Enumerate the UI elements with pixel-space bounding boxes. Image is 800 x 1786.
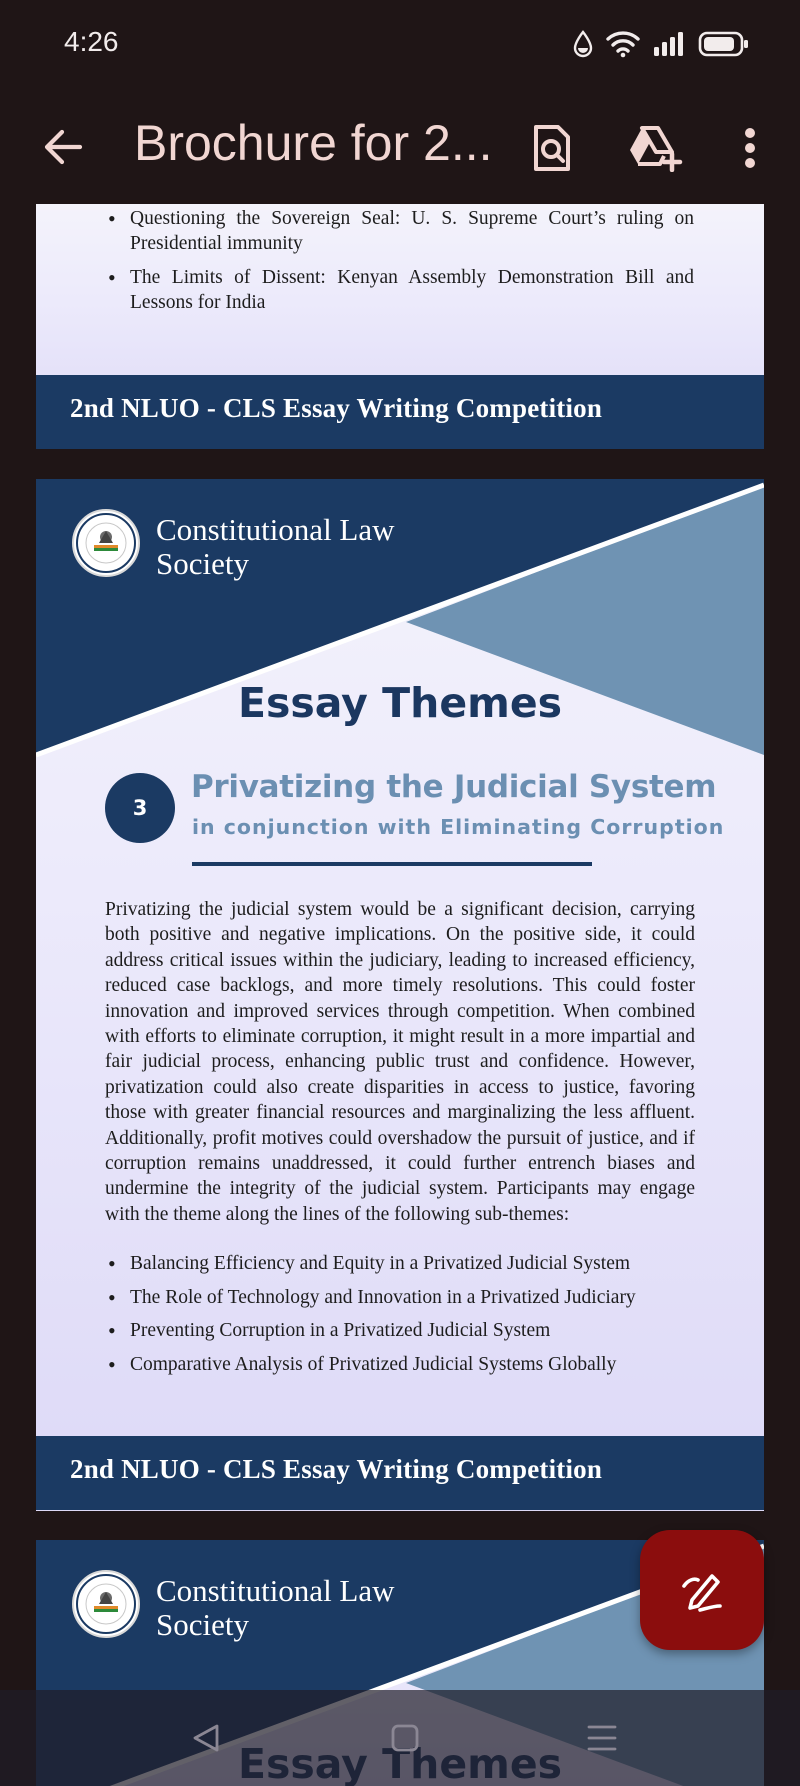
nav-home-icon	[390, 1723, 420, 1753]
more-options-button[interactable]	[720, 118, 780, 178]
status-icons	[572, 30, 750, 63]
system-navigation-bar	[0, 1690, 800, 1786]
page-footer	[36, 1436, 764, 1510]
nav-back-icon	[191, 1723, 221, 1753]
society-name: Constitutional Law Society	[156, 512, 395, 581]
list-item: • The Role of Technology and Innovation in a Privatized Judiciary	[98, 1285, 718, 1310]
theme-title: Privatizing the Judicial System	[191, 769, 717, 805]
footer-text: 2nd NLUO - CLS Essay Writing Competition	[70, 393, 603, 423]
back-arrow-icon	[42, 126, 84, 168]
edit-fab-button[interactable]	[640, 1530, 764, 1650]
nav-home-button[interactable]	[383, 1716, 427, 1760]
edit-pen-icon	[678, 1566, 726, 1614]
add-to-drive-icon	[628, 124, 684, 172]
find-in-document-icon	[530, 123, 574, 173]
nav-recents-button[interactable]	[580, 1716, 624, 1760]
document-title: Brochure for 2...	[134, 115, 493, 171]
water-drop-icon	[572, 30, 594, 63]
theme-description: Privatizing the judicial system would be a significant decision, carrying both positive and negative implications. On the positive side, it could address critical issues within the judiciary, leading to increased efficiency, reduced case backlogs, and more timely resolutions. This could foster innovation and improved services through competition. When combined with efforts to eliminate corruption, it might result in a more impartial and fair judicial process, enhancing public trust and confidence. However, privatization could also create disparities in access to justice, favoring those with greater financial resources and marginalizing the less affluent. Additionally, profit motives could overshadow the pursuit of justice, and if corruption remains unaddressed, it could further entrench biases and undermine the integrity of the judicial system. Participants may engage with the theme along the lines of the following sub-themes:	[105, 899, 695, 1225]
list-item: • Comparative Analysis of Privatized Judicial Systems Globally	[98, 1352, 718, 1377]
nav-back-button[interactable]	[184, 1716, 228, 1760]
signal-icon	[652, 31, 686, 62]
wifi-icon	[606, 30, 640, 63]
more-vert-icon	[743, 126, 757, 170]
sub-themes-list	[98, 206, 694, 315]
nav-recents-icon	[586, 1723, 618, 1753]
page-footer	[36, 375, 764, 449]
battery-icon	[698, 30, 750, 63]
footer-text: 2nd NLUO - CLS Essay Writing Competition	[70, 1454, 603, 1484]
add-to-drive-button[interactable]	[626, 118, 686, 178]
theme-number-badge: 3	[105, 773, 175, 843]
back-button[interactable]	[36, 120, 90, 174]
theme-subtitle: in conjunction with Eliminating Corruption	[192, 815, 725, 839]
status-bar	[0, 0, 800, 90]
essay-themes-heading: Essay Themes	[237, 679, 563, 727]
brochure-page-1	[36, 204, 764, 449]
sub-themes-list	[98, 1251, 718, 1377]
list-item: • Balancing Efficiency and Equity in a Privatized Judicial System	[98, 1251, 718, 1276]
find-in-document-button[interactable]	[522, 118, 582, 178]
nlu-odisha-logo	[72, 509, 140, 577]
brochure-page-2	[36, 479, 764, 1511]
app-bar	[0, 90, 800, 204]
status-time: 4:26	[64, 26, 119, 57]
list-item: • The Limits of Dissent: Kenyan Assembly Demonstration Bill and Lessons for India	[98, 265, 694, 315]
list-item: • Preventing Corruption in a Privatized Judicial System	[98, 1318, 718, 1343]
society-name: Constitutional Law Society	[156, 1573, 395, 1642]
nlu-odisha-logo	[72, 1570, 140, 1638]
theme-underline	[192, 862, 592, 866]
list-item: • Questioning the Sovereign Seal: U. S. Supreme Court’s ruling on Presidential immunity	[98, 206, 694, 256]
